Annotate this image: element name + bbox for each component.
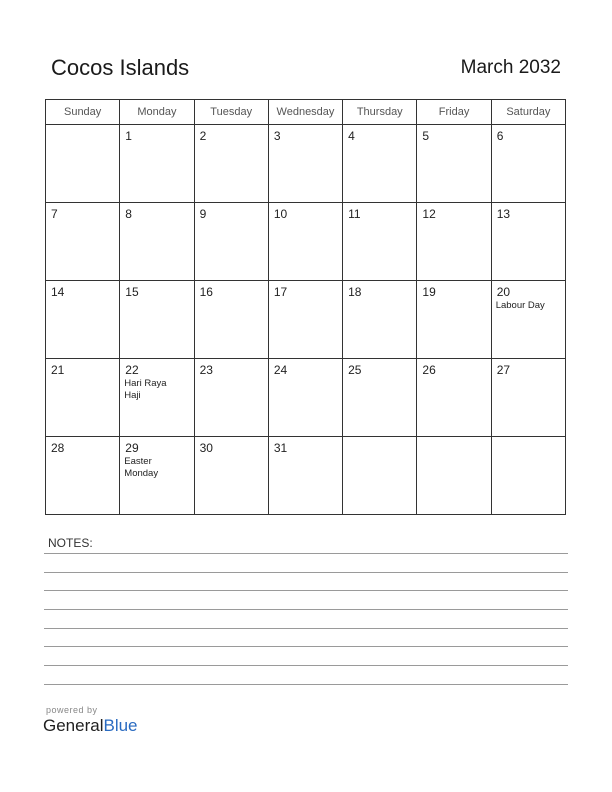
week-row <box>46 125 566 203</box>
calendar-grid <box>45 99 566 515</box>
day-cell <box>194 281 268 359</box>
day-number: 1 <box>125 129 132 143</box>
week-row <box>46 203 566 281</box>
weekday-tuesday: Tuesday <box>194 100 268 125</box>
day-cell <box>268 203 342 281</box>
day-number: 21 <box>51 363 65 377</box>
day-cell <box>343 437 417 515</box>
day-cell <box>491 203 565 281</box>
day-cell <box>343 203 417 281</box>
note-line <box>44 553 568 554</box>
day-number: 20 <box>496 285 511 299</box>
day-cell <box>491 359 565 437</box>
day-number: 19 <box>422 285 436 299</box>
day-cell <box>46 437 120 515</box>
day-number: 30 <box>199 441 213 455</box>
day-cell <box>46 125 120 203</box>
weekday-thursday: Thursday <box>343 100 417 125</box>
day-number: 22 <box>125 363 139 377</box>
day-cell <box>194 359 268 437</box>
day-cell <box>194 203 268 281</box>
day-cell <box>343 359 417 437</box>
day-cell <box>120 281 194 359</box>
day-cell <box>120 125 194 203</box>
day-number: 16 <box>199 285 213 299</box>
week-row <box>46 281 566 359</box>
day-cell <box>268 281 342 359</box>
weekday-wednesday: Wednesday <box>268 100 342 125</box>
note-line <box>44 684 568 685</box>
day-cell <box>491 281 565 359</box>
day-cell <box>268 437 342 515</box>
day-number: 5 <box>422 129 430 143</box>
day-cell <box>491 125 565 203</box>
note-line <box>44 590 568 591</box>
calendar-month-title: March 2032 <box>460 57 561 78</box>
weekday-sunday: Sunday <box>46 100 120 125</box>
day-cell <box>194 125 268 203</box>
day-number: 27 <box>496 363 511 377</box>
day-number: 8 <box>125 207 132 221</box>
day-cell <box>46 281 120 359</box>
day-number: 6 <box>496 129 504 143</box>
holiday-label: Labour Day <box>495 300 545 311</box>
week-row <box>46 437 566 515</box>
brand-blue: Blue <box>103 716 138 735</box>
day-number: 31 <box>273 441 288 455</box>
day-number: 13 <box>496 207 511 221</box>
day-number: 23 <box>199 363 213 377</box>
day-number: 28 <box>51 441 65 455</box>
day-cell <box>343 125 417 203</box>
brand-general: General <box>43 716 104 735</box>
powered-by-text: powered by <box>46 705 98 715</box>
day-number: 29 <box>125 441 139 455</box>
weekday-friday: Friday <box>417 100 491 125</box>
day-cell <box>343 281 417 359</box>
day-cell <box>194 437 268 515</box>
note-line <box>44 665 568 666</box>
day-number: 7 <box>51 207 58 221</box>
note-line <box>44 609 568 610</box>
generalblue-logo <box>43 716 138 736</box>
day-cell <box>120 359 194 437</box>
day-number: 12 <box>422 207 436 221</box>
day-number: 18 <box>348 285 362 299</box>
day-number: 11 <box>348 207 361 221</box>
day-cell <box>46 203 120 281</box>
notes-label: NOTES: <box>48 536 93 550</box>
day-cell <box>417 125 491 203</box>
day-cell <box>491 437 565 515</box>
day-number: 15 <box>125 285 139 299</box>
note-line <box>44 572 568 573</box>
day-cell <box>120 203 194 281</box>
day-cell <box>120 437 194 515</box>
weekday-monday: Monday <box>120 100 194 125</box>
day-cell <box>268 359 342 437</box>
day-number: 24 <box>273 363 288 377</box>
weekday-header-row <box>46 100 566 125</box>
day-cell <box>417 359 491 437</box>
day-number: 2 <box>199 129 207 143</box>
day-number: 26 <box>422 363 436 377</box>
day-number: 9 <box>199 207 207 221</box>
day-cell <box>417 281 491 359</box>
day-cell <box>268 125 342 203</box>
day-number: 25 <box>348 363 362 377</box>
day-number: 3 <box>273 129 281 143</box>
day-number: 4 <box>348 129 355 143</box>
holiday-label: Hari Raya Haji <box>124 378 167 401</box>
day-number: 17 <box>273 285 288 299</box>
calendar-country-title: Cocos Islands <box>51 55 190 80</box>
day-number: 10 <box>273 207 288 221</box>
day-number: 14 <box>51 285 65 299</box>
day-cell <box>46 359 120 437</box>
day-cell <box>417 203 491 281</box>
note-line <box>44 646 568 647</box>
holiday-label: Easter Monday <box>124 456 159 479</box>
note-line <box>44 628 568 629</box>
weekday-saturday: Saturday <box>491 100 565 125</box>
week-row <box>46 359 566 437</box>
day-cell <box>417 437 491 515</box>
